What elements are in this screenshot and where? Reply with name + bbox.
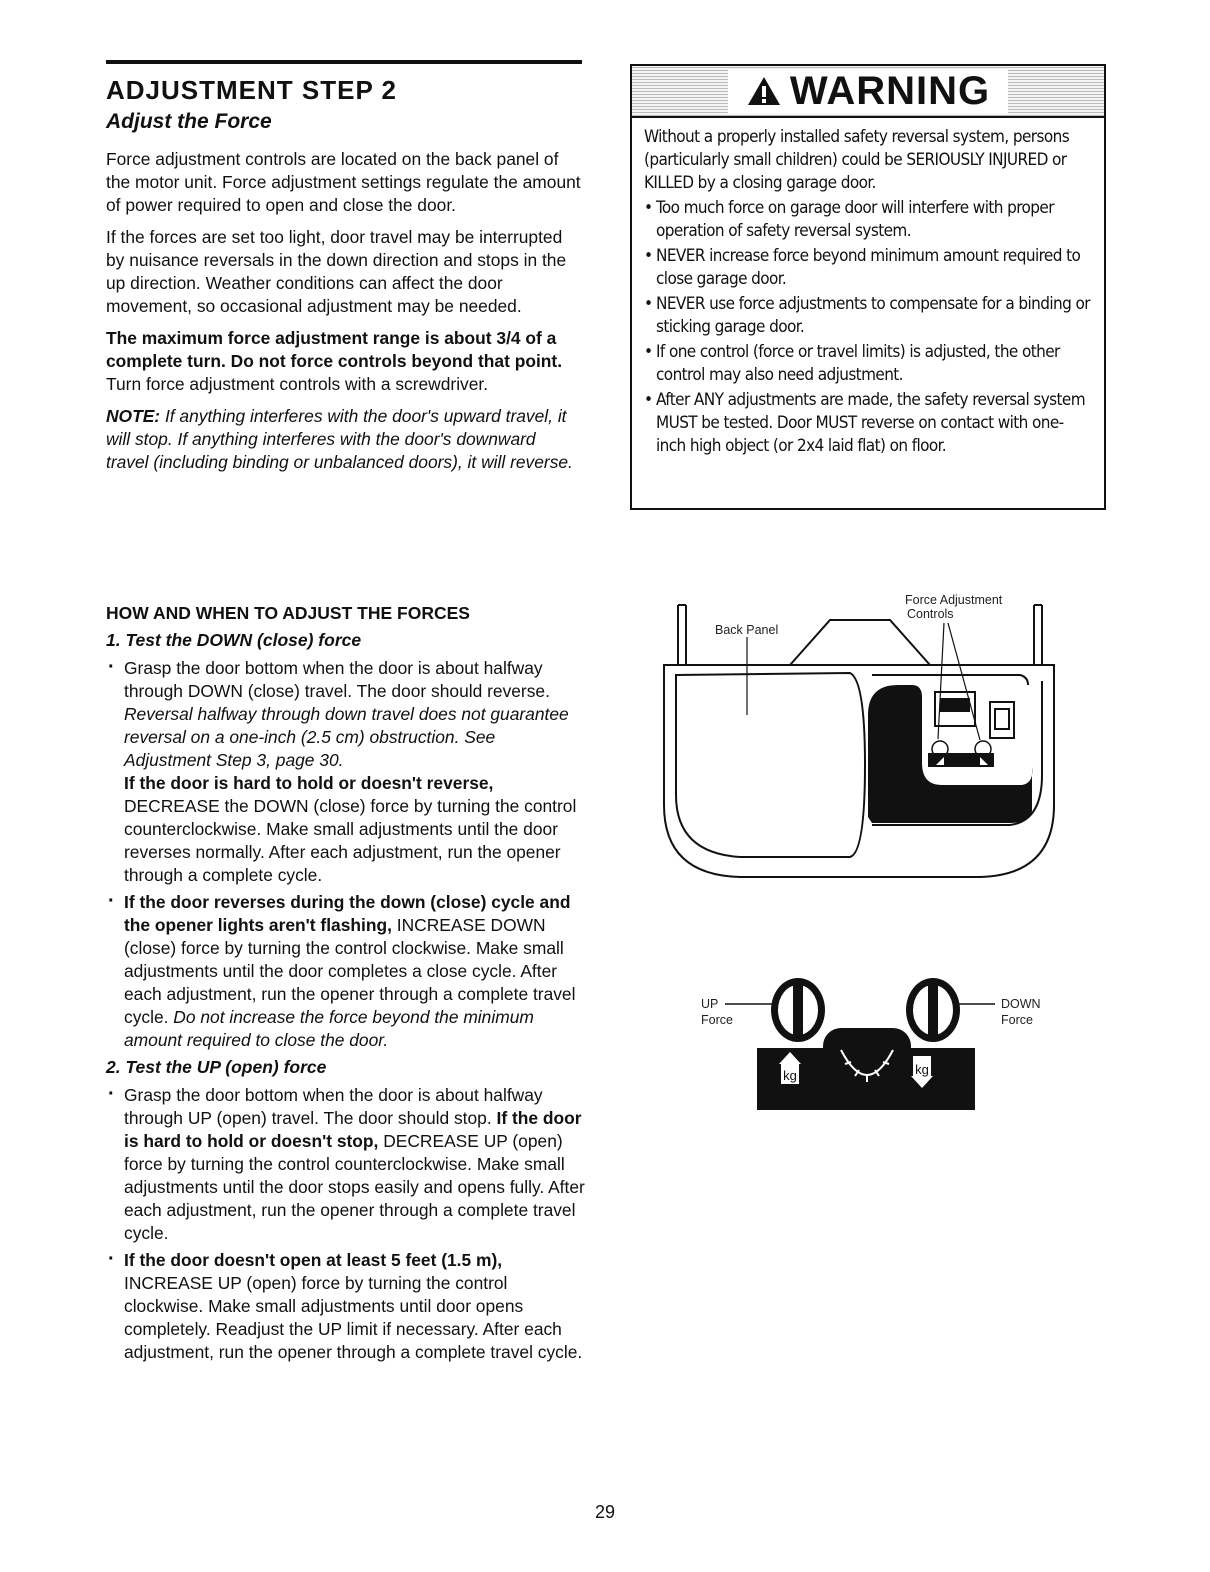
warning-bullet: • NEVER increase force beyond minimum amount required to close garage door. — [644, 245, 1092, 291]
warning-bullet: • Too much force on garage door will interfere with proper operation of safety reversal system. — [644, 197, 1092, 243]
page-number: 29 — [594, 1502, 616, 1522]
warning-body — [632, 118, 1104, 458]
warning-title-text: WARNING — [789, 68, 991, 113]
note-label: NOTE: — [106, 406, 161, 426]
warning-bullet: • After ANY adjustments are made, the safety reversal system MUST be tested. Door MUST reverse on contact with one-inch high object (or 2x4 laid flat) on floor. — [644, 389, 1092, 458]
force-controls-label-line2: Controls — [907, 607, 954, 621]
down-kg-label: kg — [915, 1062, 929, 1077]
intro-paragraph-3 — [106, 327, 582, 396]
down-force-label-line2: Force — [1001, 1013, 1033, 1027]
step2-text: Grasp the door bottom when the door is about halfway through UP (open) travel. The door should stop. — [124, 1085, 543, 1128]
step2b2-bold: If the door doesn't open at least 5 feet (1.5 m), — [124, 1250, 503, 1270]
warning-triangle-icon — [746, 75, 782, 107]
dial-hub — [823, 1028, 911, 1068]
motor-housing — [664, 620, 1054, 877]
step2-title: 2. Test the UP (open) force — [106, 1057, 327, 1077]
motor-unit-figure — [650, 585, 1070, 885]
screwdriver-note: Turn force adjustment controls with a screwdriver. — [106, 374, 489, 394]
warning-box — [630, 64, 1106, 510]
step1-title: 1. Test the DOWN (close) force — [106, 630, 362, 650]
page-title: ADJUSTMENT STEP 2 — [106, 75, 398, 105]
section-heading: HOW AND WHEN TO ADJUST THE FORCES — [106, 603, 470, 623]
list-item — [106, 657, 586, 887]
left-column — [106, 60, 582, 483]
warning-header — [632, 66, 1104, 118]
step1b2-italic: Do not increase the force beyond the minimum amount required to close the door. — [124, 1007, 534, 1050]
up-force-control — [771, 978, 825, 1042]
force-dial-figure — [695, 970, 1065, 1115]
down-force-label-line1: DOWN — [1001, 997, 1041, 1011]
up-force-label-line2: Force — [701, 1013, 733, 1027]
warning-bullet: • NEVER use force adjustments to compensate for a binding or sticking garage door. — [644, 293, 1092, 339]
list-item — [106, 1249, 586, 1364]
max-force-note: The maximum force adjustment range is about 3/4 of a complete turn. Do not force controls beyond that point. — [106, 328, 563, 371]
list-item — [106, 891, 586, 1052]
warning-bullet: • If one control (force or travel limits) is adjusted, the other control may also need adjustment. — [644, 341, 1092, 387]
step1-italic: Reversal halfway through down travel does not guarantee reversal on a one-inch (2.5 cm) obstruction. See Adjustment Step 3, page 30. — [124, 704, 569, 770]
intro-paragraph-2: If the forces are set too light, door travel may be interrupted by nuisance reversals in the down direction and stops in the up direction. Weather conditions can affect the door movement, so occasional adjustment may be needed. — [106, 227, 567, 316]
list-item — [106, 1084, 586, 1245]
step1-text: Grasp the door bottom when the door is about halfway through DOWN (close) travel. The door should reverse. — [124, 658, 550, 701]
how-when-section — [106, 602, 586, 1368]
warning-title — [728, 69, 1008, 114]
step1-bold: If the door is hard to hold or doesn't reverse, — [124, 773, 494, 793]
page-subtitle: Adjust the Force — [106, 110, 272, 133]
step1-rest: DECREASE the DOWN (close) force by turning the control counterclockwise. Make small adjustments until the door reverses normally. After each adjustment, run the opener through a complete cycle. — [124, 796, 577, 885]
step2-rest: DECREASE UP (open) force by turning the control counterclockwise. Make small adjustments until the door stops easily and opens fully. After each adjustment, run the opener through a complete travel cycle. — [124, 1131, 585, 1243]
warning-intro: Without a properly installed safety reversal system, persons (particularly small children) could be SERIOUSLY INJURED or KILLED by a closing garage door. — [644, 127, 1070, 193]
step2-bold: If the door is hard to hold or doesn't stop, — [124, 1108, 582, 1151]
up-kg-label: kg — [783, 1068, 797, 1083]
note-text: If anything interferes with the door's upward travel, it will stop. If anything interferes with the door's downward travel (including binding or unbalanced doors), it will reverse. — [106, 406, 573, 472]
step2b2-text: INCREASE UP (open) force by turning the control clockwise. Make small adjustments until door opens completely. Readjust the UP limit if necessary. After each adjustment, run the opener through a complete travel cycle. — [124, 1273, 583, 1362]
note-paragraph — [106, 405, 582, 474]
step1b2-bold: If the door reverses during the down (close) cycle and the opener lights aren't flashing, — [124, 892, 571, 935]
force-controls-label-line1: Force Adjustment — [905, 593, 1003, 607]
force-control-panel — [868, 685, 1032, 823]
step1b2-text: INCREASE DOWN (close) force by turning the control clockwise. Make small adjustments until the door completes a close cycle. After each adjustment, run the opener through a complete travel cycle. — [124, 915, 576, 1027]
up-force-label-line1: UP — [701, 997, 719, 1011]
intro-paragraph-1: Force adjustment controls are located on the back panel of the motor unit. Force adjustment settings regulate the amount of power required to open and close the door. — [106, 149, 581, 215]
back-panel-label: Back Panel — [715, 623, 779, 637]
down-force-control — [906, 978, 960, 1042]
heading-rule — [106, 60, 582, 64]
